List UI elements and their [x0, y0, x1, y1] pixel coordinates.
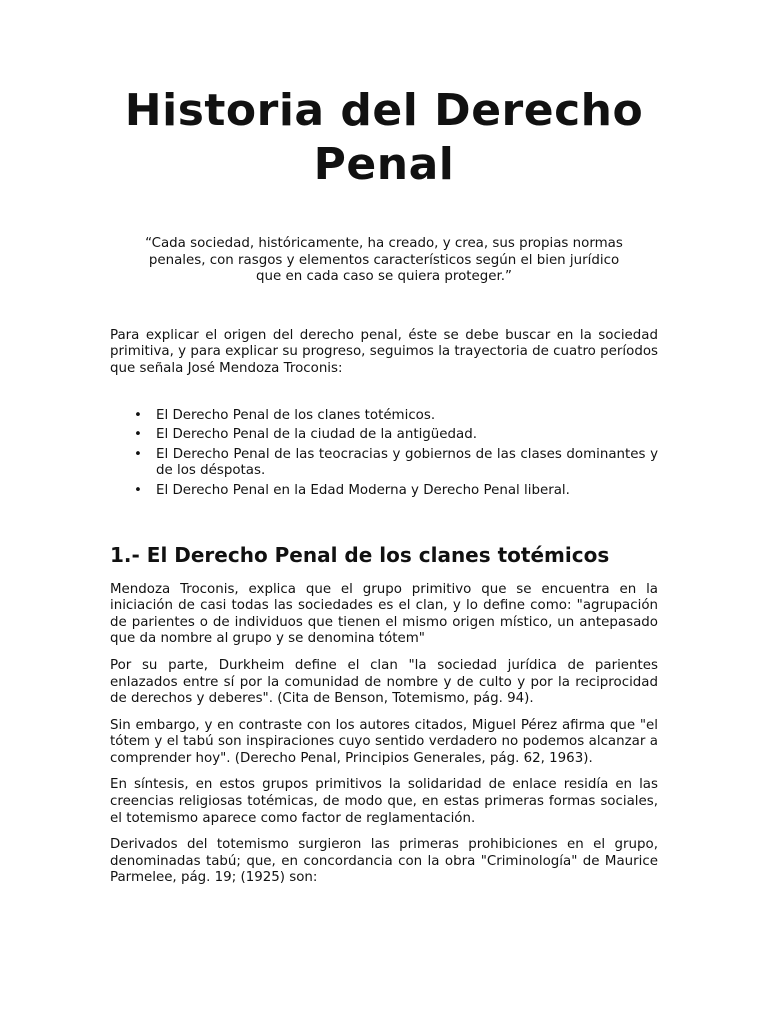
body-paragraph: Derivados del totemismo surgieron las primeras prohibiciones en el grupo, denominadas tabú; que, en concordancia con la obra "Criminología" de Maurice Parmelee, pág. 19; (1925) son:	[110, 837, 658, 886]
list-item	[134, 407, 658, 425]
period-text: El Derecho Penal de los clanes totémicos.	[156, 407, 436, 423]
intro-paragraph: Para explicar el origen del derecho penal, éste se debe buscar en la sociedad primitiva, y para explicar su progreso, seguimos la trayectoria de cuatro períodos que señala José Mendoza Troconis:	[110, 327, 658, 376]
period-text: El Derecho Penal de la ciudad de la antigüedad.	[156, 427, 477, 443]
body-paragraph: Por su parte, Durkheim define el clan "la sociedad jurídica de parientes enlazados entre sí por la comunidad de nombre y de culto y por la reciprocidad de derechos y deberes". (Cita de Benson, Totemismo, pág. 94).	[110, 657, 658, 707]
list-item	[134, 482, 658, 500]
bullet-icon: •	[134, 407, 142, 423]
bullet-icon: •	[134, 446, 142, 462]
document-title: Historia del Derecho Penal	[124, 85, 644, 190]
section-heading: 1.- El Derecho Penal de los clanes totémicos	[110, 542, 610, 567]
period-text: El Derecho Penal en la Edad Moderna y Derecho Penal liberal.	[156, 482, 570, 498]
list-item	[134, 446, 658, 480]
epigraph-quote: “Cada sociedad, históricamente, ha creado, y crea, sus propias normas penales, con rasgos y elementos característicos según el bien jurídico que en cada caso se quiera proteger.”	[145, 236, 623, 285]
bullet-icon: •	[134, 482, 142, 498]
bullet-icon: •	[134, 427, 142, 443]
body-paragraph: Mendoza Troconis, explica que el grupo primitivo que se encuentra en la iniciación de casi todas las sociedades es el clan, y lo define como: "agrupación de parientes o de individuos que tienen el mismo origen místico, un antepasado que da nombre al grupo y se denomina tótem"	[110, 581, 658, 647]
period-text: El Derecho Penal de las teocracias y gobiernos de las clases dominantes y de los déspotas.	[156, 446, 658, 479]
list-item	[134, 427, 658, 444]
body-paragraph: Sin embargo, y en contraste con los autores citados, Miguel Pérez afirma que "el tótem y el tabú son inspiraciones cuyo sentido verdadero no podemos alcanzar a comprender hoy". (Derecho Penal, Principios Generales, pág. 62, 1963).	[110, 717, 658, 766]
body-paragraph: En síntesis, en estos grupos primitivos la solidaridad de enlace residía en las creencias religiosas totémicas, de modo que, en estas primeras formas sociales, el totemismo aparece como factor de reglamentación.	[110, 777, 658, 826]
periods-list	[110, 408, 658, 500]
